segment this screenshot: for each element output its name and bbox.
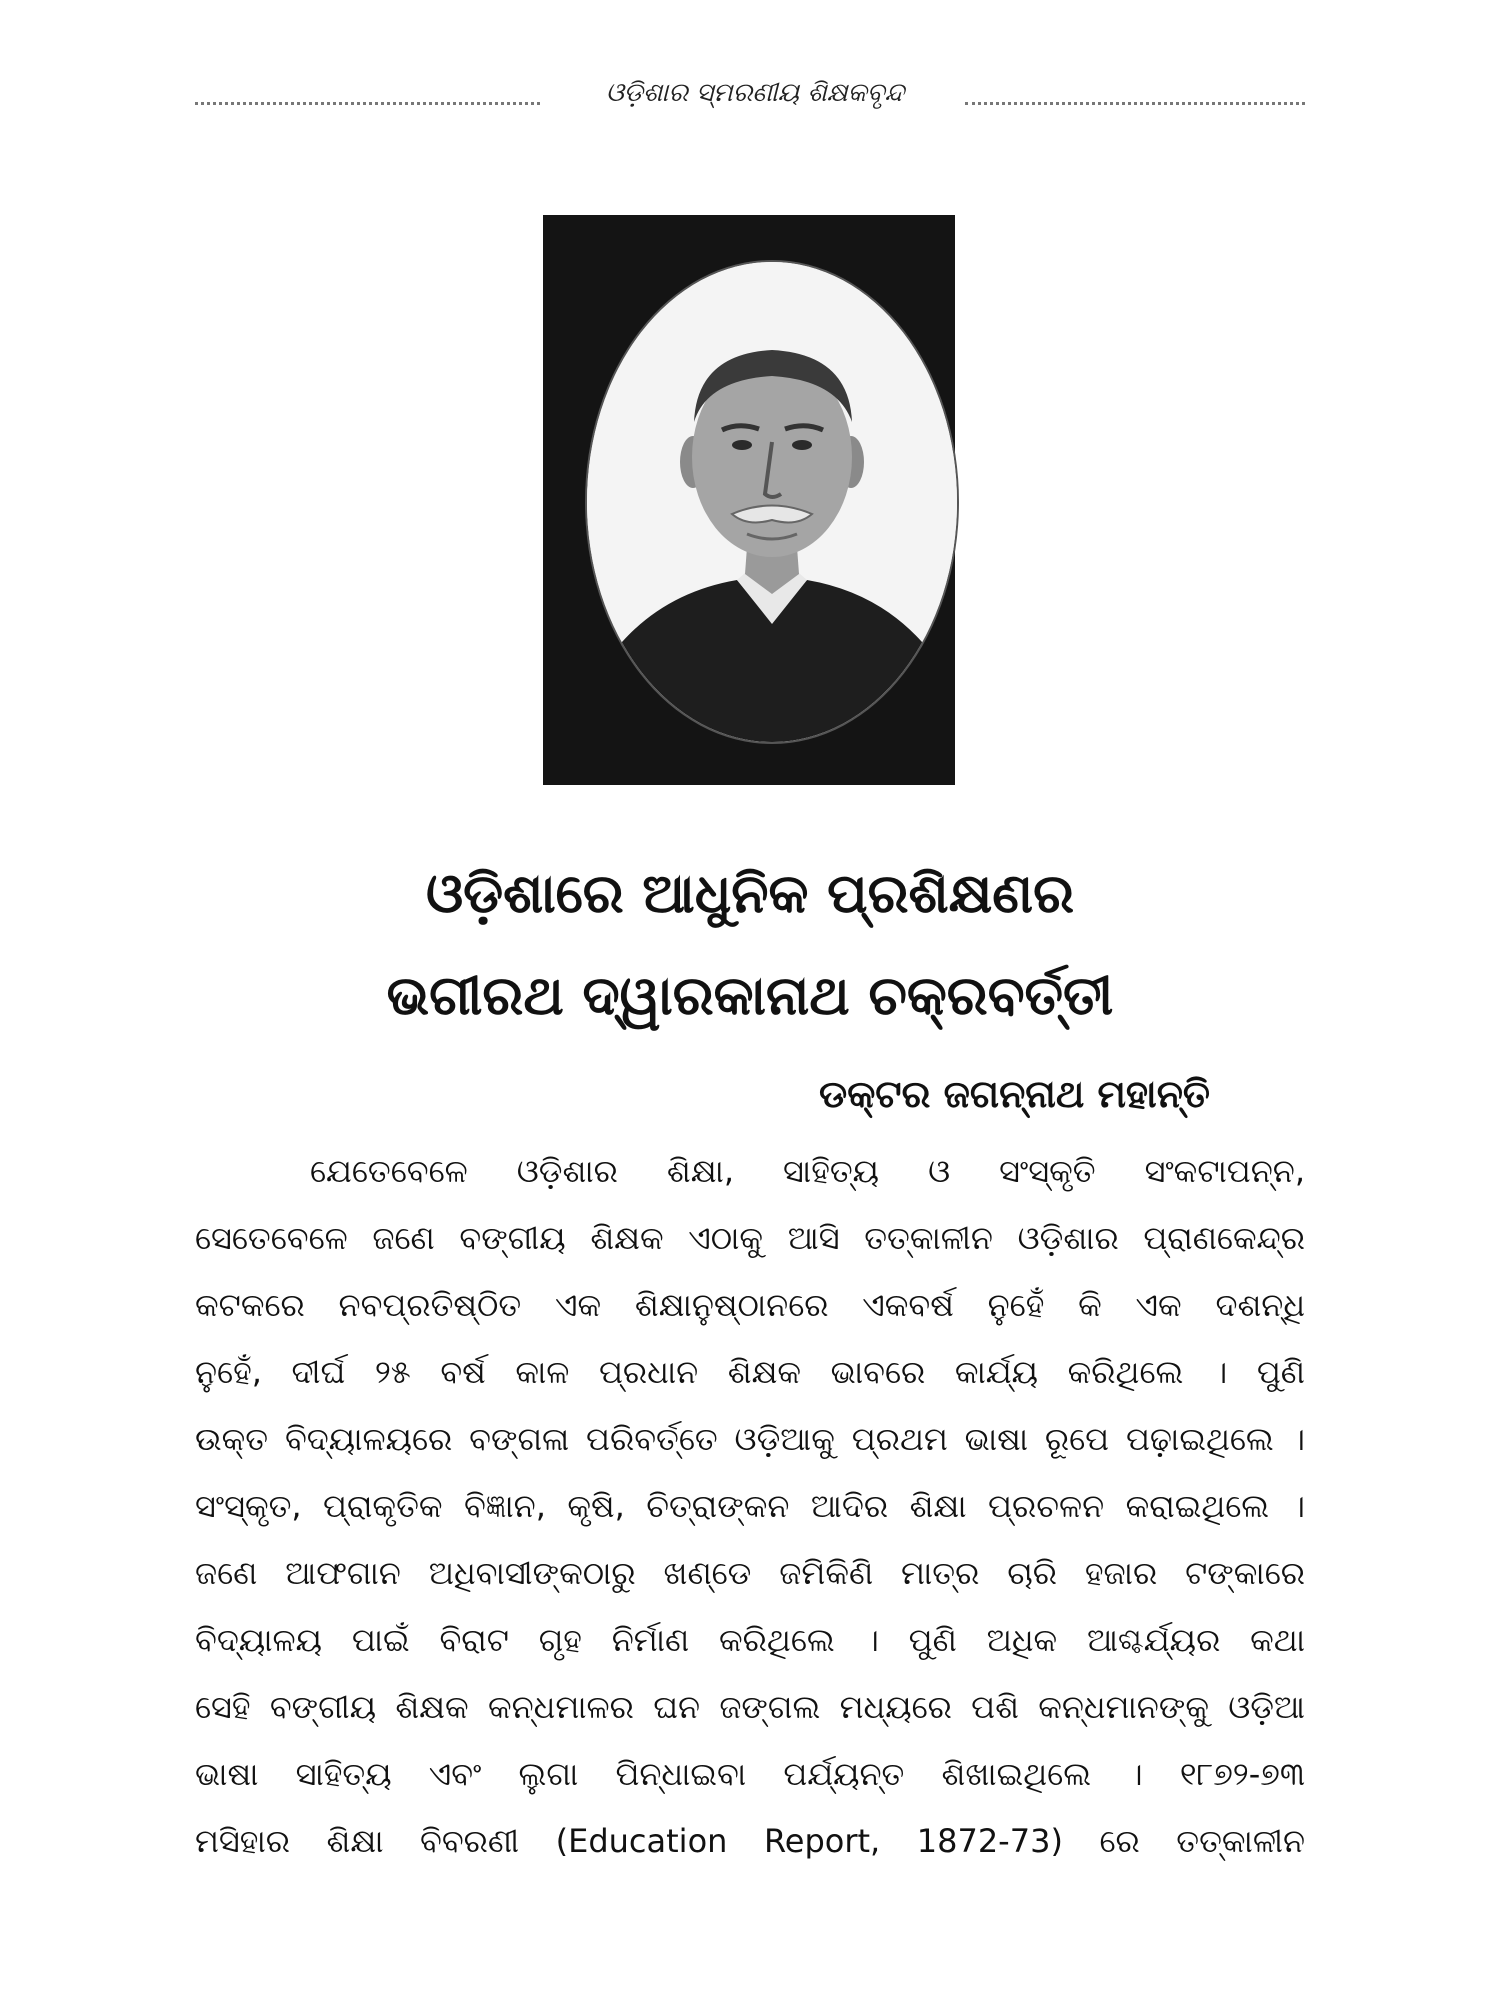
body-line: ବିଦ୍ୟାଳୟ ପାଇଁ ବିରାଟ ଗୃହ ନିର୍ମାଣ କରିଥିଲେ । ପୁଣି ଅଧିକ ଆଶ୍ଚର୍ଯ୍ୟର କଥା [195,1621,1305,1659]
header-rule-left [195,102,540,105]
body-line: ମସିହାର ଶିକ୍ଷା ବିବରଣୀ (Education Report, 1872-73) ରେ ତତ୍କାଳୀନ [195,1822,1305,1860]
portrait-photo [585,260,959,744]
header-rule-right [965,102,1305,105]
portrait-frame [543,215,955,785]
body-line: କଟକରେ ନବପ୍ରତିଷ୍ଠିତ ଏକ ଶିକ୍ଷାନୁଷ୍ଠାନରେ ଏକବର୍ଷ ନୁହେଁ କି ଏକ ଦଶନ୍ଧି [195,1286,1305,1324]
body-line: ସେତେବେଳେ ଜଣେ ବଙ୍ଗୀୟ ଶିକ୍ଷକ ଏଠାକୁ ଆସି ତତ୍କାଳୀନ ଓଡ଼ିଶାର ପ୍ରାଣକେନ୍ଦ୍ର [195,1219,1305,1257]
body-line: ନୁହେଁ, ଦୀର୍ଘ ୨୫ ବର୍ଷ କାଳ ପ୍ରଧାନ ଶିକ୍ଷକ ଭାବରେ କାର୍ଯ୍ୟ କରିଥିଲେ । ପୁଣି [195,1353,1305,1391]
body-line: ସେହି ବଙ୍ଗୀୟ ଶିକ୍ଷକ କନ୍ଧମାଳର ଘନ ଜଙ୍ଗଲ ମଧ୍ୟରେ ପଶି କନ୍ଧମାନଙ୍କୁ ଓଡ଼ିଆ [195,1688,1305,1726]
article-body [195,1138,1305,1875]
running-header [195,78,1305,118]
body-line: ଭାଷା ସାହିତ୍ୟ ଏବଂ ଲୁଗା ପିନ୍ଧାଇବା ପର୍ଯ୍ୟନ୍ତ ଶିଖାଇଥିଲେ । ୧୮୭୨-୭୩ [195,1755,1305,1793]
body-line: ସଂସ୍କୃତ, ପ୍ରାକୃତିକ ବିଜ୍ଞାନ, କୃଷି, ଚିତ୍ରାଙ୍କନ ଆଦିର ଶିକ୍ଷା ପ୍ରଚଳନ କରାଇଥିଲେ । [195,1487,1305,1525]
body-line: ଜଣେ ଆଫଗାନ ଅଧିବାସୀଙ୍କଠାରୁ ଖଣ୍ଡେ ଜମିକିଣି ମାତ୍ର ଚାରି ହଜାର ଟଙ୍କାରେ [195,1554,1305,1592]
article-title-line-1: ଓଡ଼ିଶାରେ ଆଧୁନିକ ପ୍ରଶିକ୍ଷଣର [425,862,1075,925]
running-title: ଓଡ଼ିଶାର ସ୍ମରଣୀୟ ଶିକ୍ଷକବୃନ୍ଦ [605,78,905,108]
body-line: ଉକ୍ତ ବିଦ୍ୟାଳୟରେ ବଙ୍ଗଳା ପରିବର୍ତ୍ତେ ଓଡ଼ିଆକୁ ପ୍ରଥମ ଭାଷା ରୂପେ ପଢ଼ାଇଥିଲେ । [195,1420,1305,1458]
article-title-line-2: ଭଗୀରଥ ଦ୍ୱାରକାନାଥ ଚକ୍ରବର୍ତ୍ତୀ [386,964,1114,1027]
author-name: ଡକ୍ଟର ଜଗନ୍ନାଥ ମହାନ୍ତି [819,1072,1210,1116]
body-line: ଯେତେବେଳେ ଓଡ଼ିଶାର ଶିକ୍ଷା, ସାହିତ୍ୟ ଓ ସଂସ୍କୃତି ସଂକଟାପନ୍ନ, [310,1152,1305,1190]
